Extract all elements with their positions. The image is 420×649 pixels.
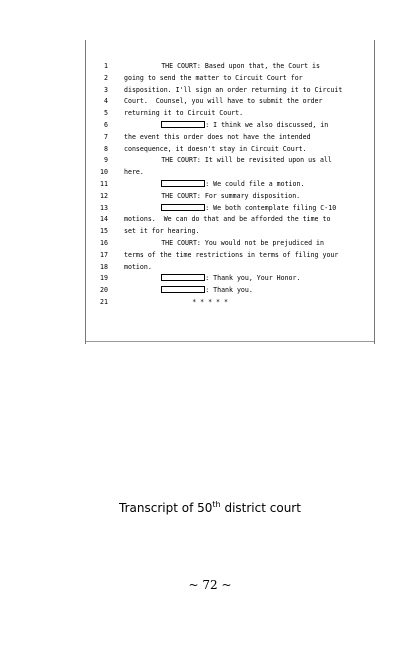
line-text	[124, 96, 323, 107]
line-content: disposition. I'll sign an order returning it to Circuit	[124, 85, 343, 94]
line-text	[124, 73, 303, 84]
line-content: * * * * *	[192, 298, 228, 306]
line-number: 6	[104, 121, 108, 129]
line-text	[124, 214, 330, 225]
line-content: consequence, it doesn't stay in Circuit Court.	[124, 144, 307, 153]
line-content: : We could file a motion.	[205, 180, 305, 188]
line-content: the event this order does not have the intended	[124, 132, 311, 141]
transcript-line	[86, 250, 374, 261]
line-text	[161, 61, 320, 72]
redaction-box	[161, 274, 205, 281]
line-text	[161, 155, 332, 166]
line-text	[124, 132, 311, 143]
line-content: Court. Counsel, you will have to submit the order	[124, 97, 323, 106]
transcript-line	[86, 144, 374, 155]
redaction-box	[161, 204, 205, 211]
transcript-line	[86, 167, 374, 178]
transcript-line	[86, 108, 374, 119]
line-number: 15	[100, 227, 108, 236]
line-content: here.	[124, 168, 144, 177]
line-text	[161, 179, 304, 190]
line-content: : Thank you, Your Honor.	[205, 274, 301, 283]
line-text	[124, 167, 144, 178]
line-number: 4	[104, 97, 108, 106]
caption-superscript: th	[212, 500, 221, 509]
line-number: 13	[100, 203, 108, 212]
line-number: 19	[100, 274, 108, 283]
transcript-line	[86, 214, 374, 225]
transcript-line	[86, 226, 374, 237]
line-content: motions. We can do that and be afforded the time to	[124, 215, 331, 224]
line-text	[161, 191, 300, 202]
line-number: 2	[104, 73, 108, 82]
line-text	[161, 238, 324, 249]
page-number: ~ 72 ~	[188, 578, 232, 592]
line-number: 17	[100, 250, 108, 259]
transcript-line	[86, 73, 374, 84]
line-number: 1	[104, 62, 108, 70]
line-content: : Thank you.	[205, 286, 253, 295]
line-number: 7	[104, 132, 108, 141]
line-content: THE COURT: Based upon that, the Court is	[161, 62, 320, 70]
caption-prefix: Transcript of 50	[119, 501, 213, 515]
line-number: 5	[104, 109, 108, 118]
line-number: 16	[100, 239, 108, 247]
line-content: THE COURT: You would not be prejudiced in	[161, 239, 324, 247]
line-number: 18	[100, 262, 108, 271]
line-text	[124, 250, 338, 261]
line-content: terms of the time restrictions in terms of filing your	[124, 250, 339, 259]
line-text	[161, 120, 328, 131]
line-content: : We both contemplate filing C-10	[205, 203, 337, 212]
transcript-line	[86, 203, 374, 214]
line-text	[124, 108, 243, 119]
line-number: 3	[104, 85, 108, 94]
redaction-box	[161, 180, 205, 187]
line-text	[124, 85, 342, 96]
transcript-line	[86, 273, 374, 284]
transcript-page	[85, 40, 375, 344]
transcript-line	[86, 96, 374, 107]
line-text	[161, 273, 300, 284]
transcript-line	[86, 191, 374, 202]
line-content: set it for hearing.	[124, 227, 200, 236]
transcript-line	[86, 238, 374, 249]
line-number: 9	[104, 156, 108, 165]
line-number: 20	[100, 286, 108, 295]
line-content: going to send the matter to Circuit Court for	[124, 73, 303, 82]
line-number: 12	[100, 191, 108, 200]
transcript-line	[86, 132, 374, 143]
line-content: THE COURT: For summary disposition.	[161, 191, 301, 200]
caption-suffix: district court	[220, 501, 301, 515]
line-text	[124, 226, 199, 237]
transcript-line	[86, 297, 374, 308]
transcript-line	[86, 179, 374, 190]
line-number: 10	[100, 168, 108, 177]
line-content: motion.	[124, 262, 152, 271]
transcript-line	[86, 85, 374, 96]
redaction-box	[161, 286, 205, 293]
transcript-line	[86, 262, 374, 273]
transcript-line	[86, 285, 374, 296]
line-text	[124, 144, 307, 155]
line-text	[161, 203, 336, 214]
line-content: : I think we also discussed, in	[205, 121, 329, 129]
page-bottom-edge	[86, 341, 374, 342]
transcript-line	[86, 120, 374, 131]
line-number: 11	[100, 180, 108, 188]
figure-caption	[0, 500, 420, 515]
line-text	[192, 297, 228, 308]
line-number: 21	[100, 298, 108, 306]
line-text	[124, 262, 152, 273]
line-text	[161, 285, 253, 296]
line-content: THE COURT: It will be revisited upon us all	[161, 156, 332, 165]
transcript-line	[86, 61, 374, 72]
line-number: 8	[104, 144, 108, 153]
line-number: 14	[100, 215, 108, 224]
redaction-box	[161, 121, 205, 128]
line-content: returning it to Circuit Court.	[124, 109, 244, 118]
transcript-line	[86, 155, 374, 166]
